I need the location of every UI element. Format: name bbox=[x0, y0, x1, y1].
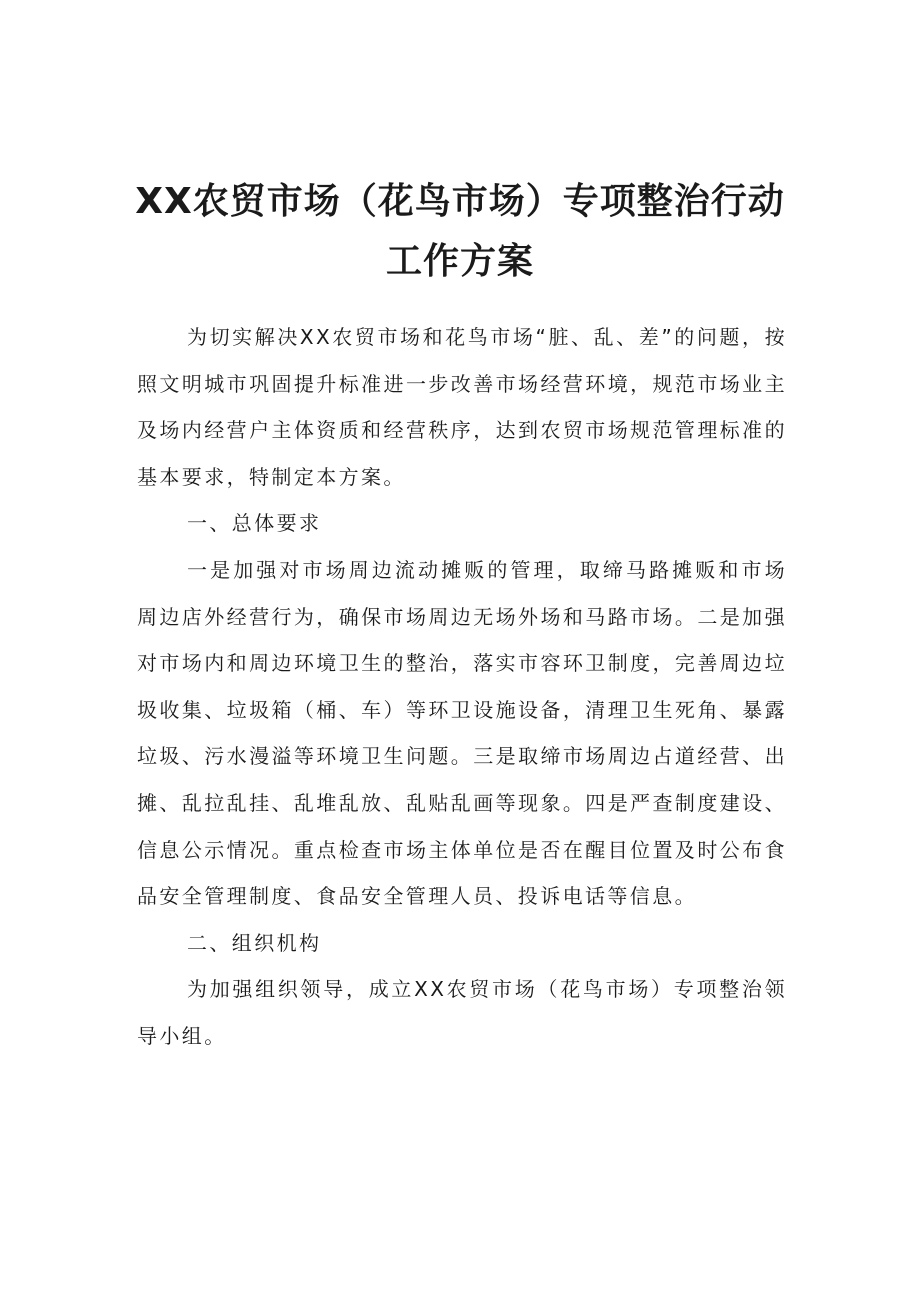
section-heading-general-requirements: 一、总体要求 bbox=[187, 511, 322, 536]
organization-paragraph: 为加强组织领导，成立XX农贸市场（花鸟市场）专项整治领导小组。 bbox=[137, 977, 787, 1048]
intro-paragraph: 为切实解决XX农贸市场和花鸟市场“脏、乱、差”的问题，按照文明城市巩固提升标准进一步改善市场经营环境，规范市场业主及场内经营户主体资质和经营秩序，达到农贸市场规范管理标准的基本要求，特制定本方案。 bbox=[137, 325, 787, 489]
document-body bbox=[137, 314, 787, 1060]
document-title-line-1: XX农贸市场（花鸟市场）专项整治行动 bbox=[135, 181, 785, 222]
general-requirements-paragraph: 一是加强对市场周边流动摊贩的管理，取缔马路摊贩和市场周边店外经营行为，确保市场周边无场外场和马路市场。二是加强对市场内和周边环境卫生的整治，落实市容环卫制度，完善周边垃圾收集、垃圾箱（桶、车）等环卫设施设备，清理卫生死角、暴露垃圾、污水漫溢等环境卫生问题。三是取缔市场周边占道经营、出摊、乱拉乱挂、乱堆乱放、乱贴乱画等现象。四是严查制度建设、信息公示情况。重点检查市场主体单位是否在醒目位置及时公布食品安全管理制度、食品安全管理人员、投诉电话等信息。 bbox=[137, 557, 787, 909]
section-heading-organization: 二、组织机构 bbox=[187, 930, 322, 955]
document-title-line-2: 工作方案 bbox=[385, 241, 534, 282]
